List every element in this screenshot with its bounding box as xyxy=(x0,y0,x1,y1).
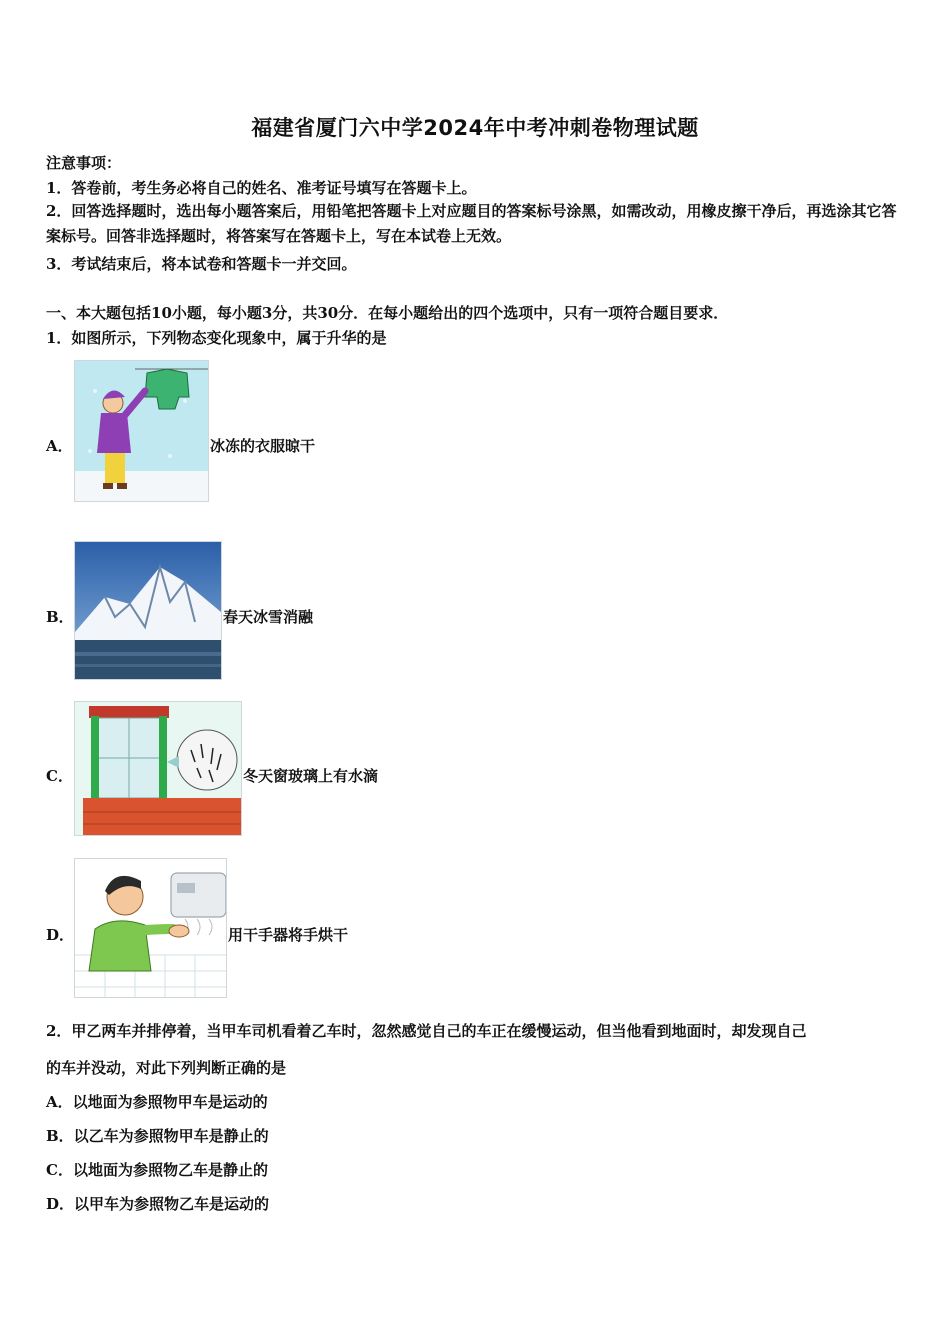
frozen-clothes-image xyxy=(74,360,209,502)
option-d-caption: 用干手器将手烘干 xyxy=(228,926,349,944)
option-a-caption: 冰冻的衣服晾干 xyxy=(210,437,316,455)
question-2-option-c: C．以地面为参照物乙车是静止的 xyxy=(46,1161,268,1179)
notice-item-1: 1．答卷前，考生务必将自己的姓名、准考证号填写在答题卡上。 xyxy=(46,179,477,197)
melting-snow-mountain-image xyxy=(74,541,222,680)
option-b-caption: 春天冰雪消融 xyxy=(223,608,314,626)
option-b-letter: B． xyxy=(46,608,74,626)
notice-item-3: 3．考试结束后，将本试卷和答题卡一并交回。 xyxy=(46,255,357,273)
hand-dryer-image xyxy=(74,858,227,998)
notice-item-2: 2．回答选择题时，选出每小题答案后，用铅笔把答题卡上对应题目的答案标号涂黑，如需改动，用橡皮擦干净后，再选涂其它答案标号。回答非选择题时，将答案写在答题卡上，写在本试卷上无效。 xyxy=(46,202,897,245)
question-2-stem-line1: 2．甲乙两车并排停着，当甲车司机看着乙车时，忽然感觉自己的车正在缓慢运动，但当他看到地面时，却发现自己 xyxy=(46,1022,807,1040)
option-a-letter: A． xyxy=(46,437,73,455)
question-2-stem-line2: 的车并没动，对此下列判断正确的是 xyxy=(46,1059,287,1077)
option-c-caption: 冬天窗玻璃上有水滴 xyxy=(243,767,379,785)
option-d-letter: D． xyxy=(46,926,75,944)
question-1-stem: 1．如图所示，下列物态变化现象中，属于升华的是 xyxy=(46,329,387,347)
page-title: 福建省厦门六中学2024年中考冲刺卷物理试题 xyxy=(251,116,699,140)
option-c-letter: C． xyxy=(46,767,73,785)
question-2-option-b: B．以乙车为参照物甲车是静止的 xyxy=(46,1127,269,1145)
window-water-droplets-image xyxy=(74,701,242,836)
section-instruction: 一、本大题包括10小题，每小题3分，共30分．在每小题给出的四个选项中，只有一项符合题目要求． xyxy=(46,304,729,322)
question-2-option-a: A．以地面为参照物甲车是运动的 xyxy=(46,1093,268,1111)
notice-heading: 注意事项： xyxy=(46,154,122,172)
question-2-option-d: D．以甲车为参照物乙车是运动的 xyxy=(46,1195,270,1213)
